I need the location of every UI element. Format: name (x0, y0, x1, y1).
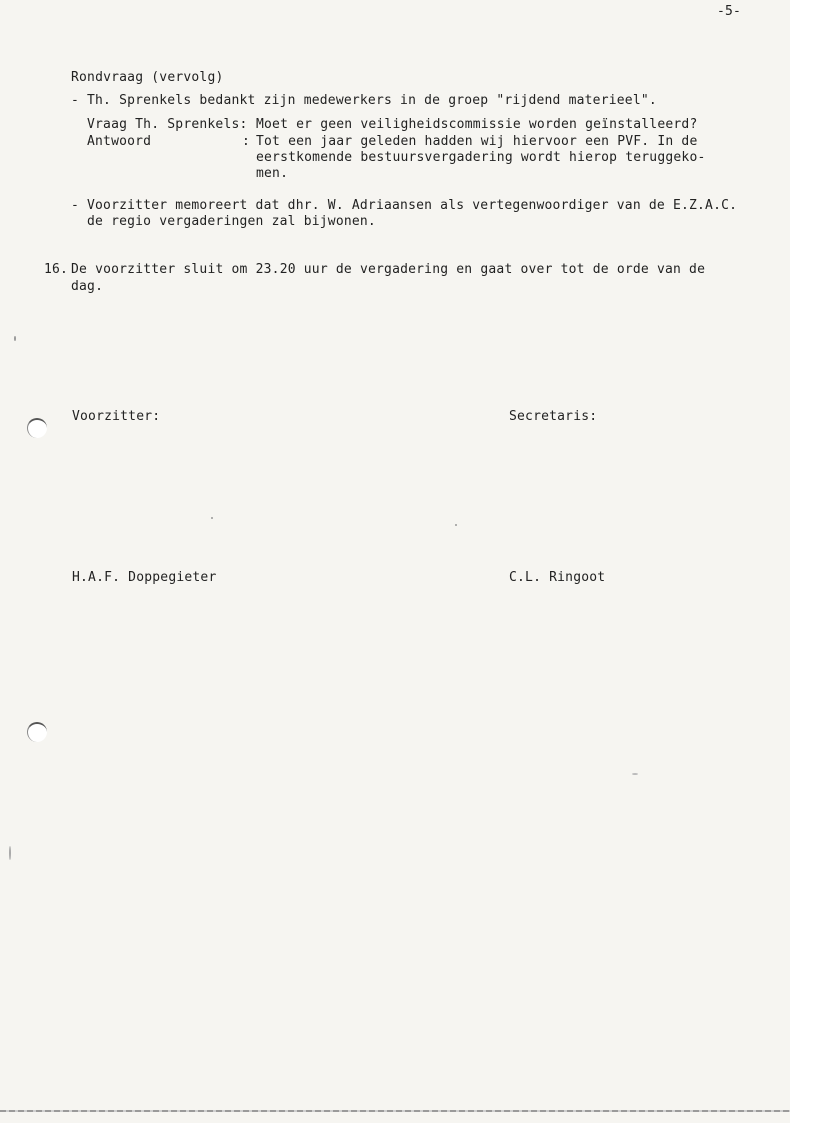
answer-colon: : (242, 134, 251, 149)
answer-line: men. (256, 166, 289, 181)
item16-number: 16. (44, 262, 69, 277)
paper-speck (455, 524, 457, 526)
bottom-dotted-rule (0, 1110, 790, 1112)
answer-label: Antwoord (87, 134, 152, 149)
signature-role-secretary: Secretaris: (509, 409, 598, 424)
item2-bullet: - (71, 198, 80, 213)
item1-text: Th. Sprenkels bedankt zijn medewerkers in de groep "rijdend materieel". (87, 93, 657, 108)
paper-speck (211, 517, 213, 519)
page-edge (790, 0, 816, 1123)
item16-line: De voorzitter sluit om 23.20 uur de vergadering en gaat over tot de orde van de (71, 262, 706, 277)
signature-role-chairman: Voorzitter: (72, 409, 161, 424)
paper-speck (632, 773, 638, 775)
answer-line: Tot een jaar geleden hadden wij hiervoor een PVF. In de (256, 134, 698, 149)
answer-line: eerstkomende bestuursvergadering wordt hierop teruggeko- (256, 150, 706, 165)
question-label: Vraag Th. Sprenkels: (87, 117, 248, 132)
paper-speck (9, 846, 11, 860)
item2-line: Voorzitter memoreert dat dhr. W. Adriaansen als vertegenwoordiger van de E.Z.A.C. (87, 198, 738, 213)
punch-hole-bottom (27, 722, 47, 742)
page-number: -5- (717, 4, 742, 19)
question-text: Moet er geen veiligheidscommissie worden geïnstalleerd? (256, 117, 698, 132)
paper-speck (14, 336, 16, 341)
signature-name-chairman: H.A.F. Doppegieter (72, 570, 217, 585)
section-heading: Rondvraag (vervolg) (71, 70, 224, 85)
punch-hole-top (27, 418, 47, 438)
item2-line: de regio vergaderingen zal bijwonen. (87, 214, 376, 229)
item16-line: dag. (71, 279, 104, 294)
signature-name-secretary: C.L. Ringoot (509, 570, 606, 585)
item1-bullet: - (71, 93, 80, 108)
